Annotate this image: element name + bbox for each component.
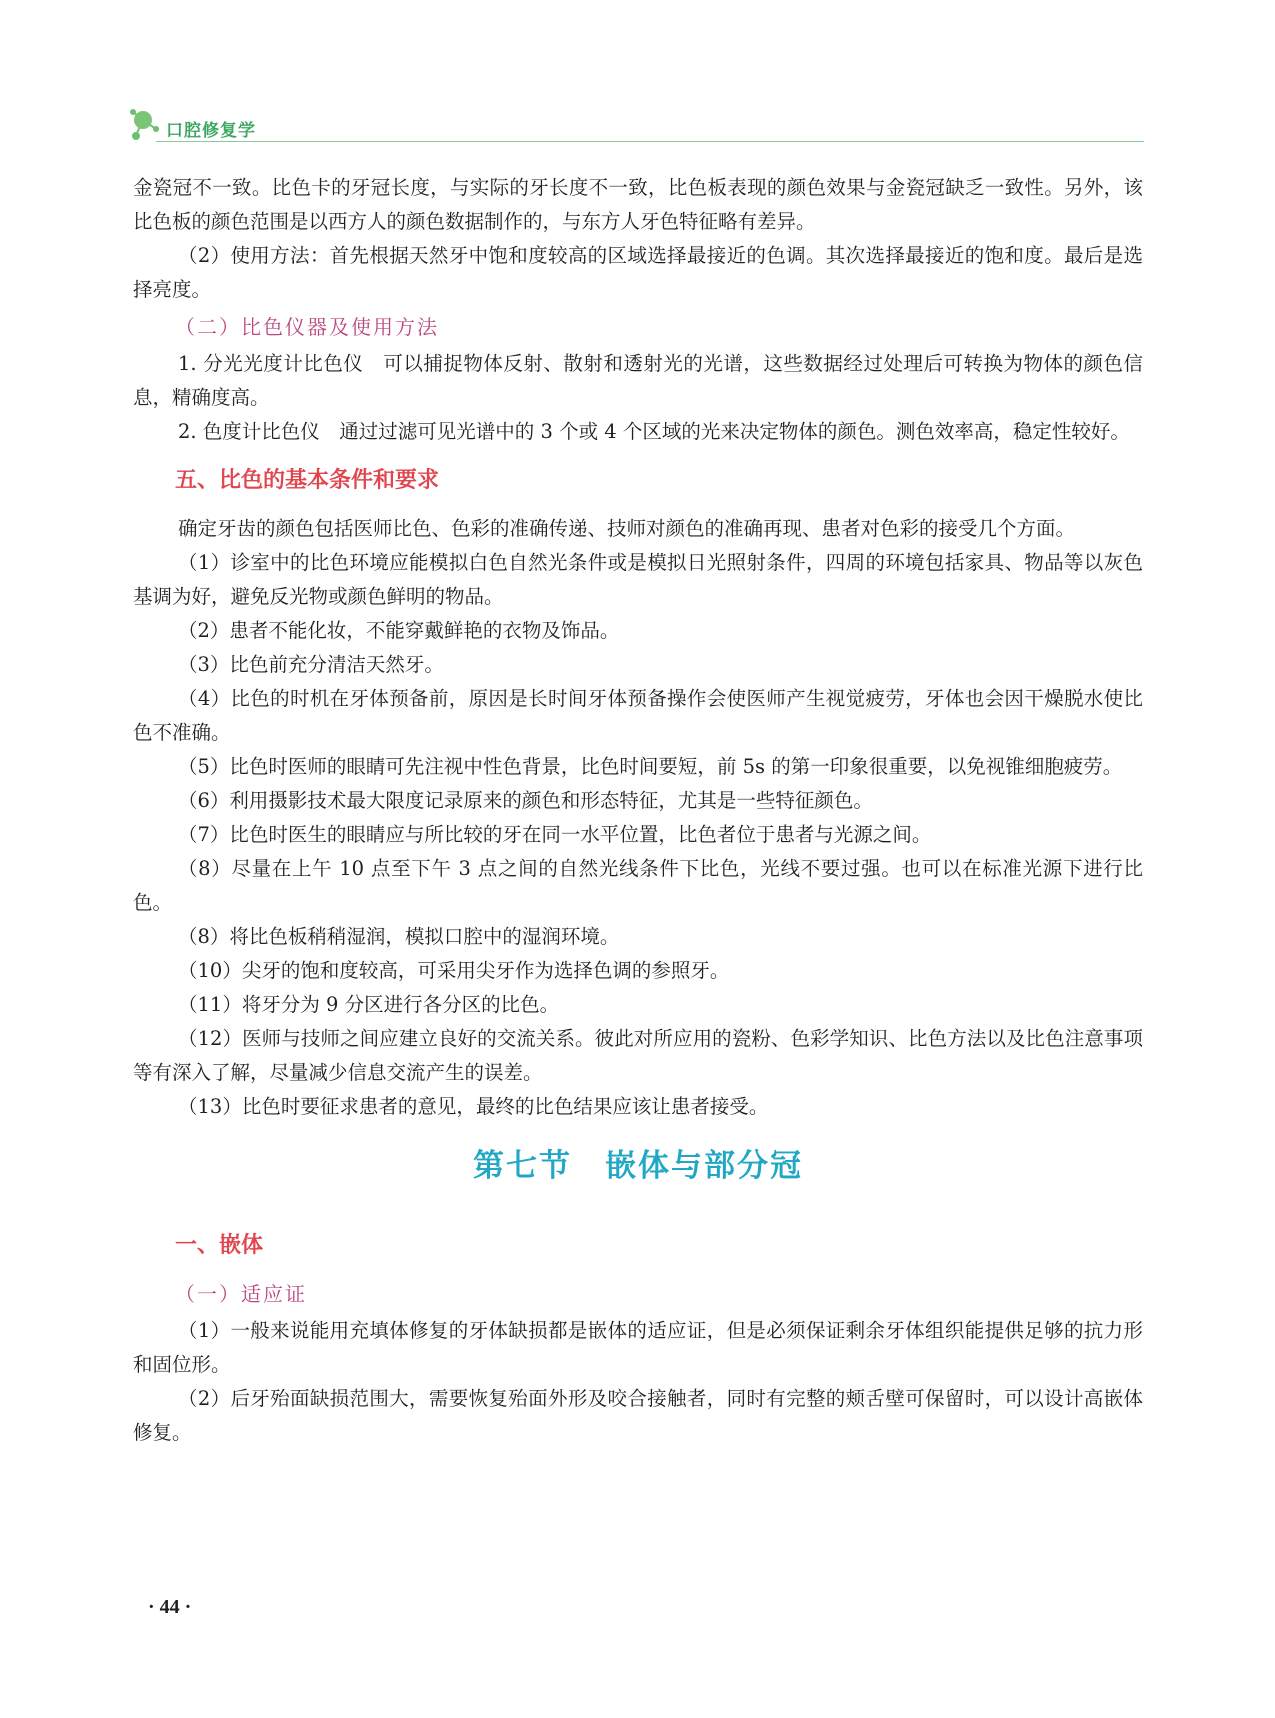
subsection-heading: （一）适应证 xyxy=(175,1282,307,1306)
list-item: （3）比色前充分清洁天然牙。 xyxy=(178,653,444,676)
paragraph: 金瓷冠不一致。比色卡的牙冠长度，与实际的牙长度不一致，比色板表现的颜色效果与金瓷冠缺乏一致性。另外，该比色板的颜色范围是以西方人的颜色数据制作的，与东方人牙色特征略有差异。 xyxy=(133,176,1143,233)
page-header xyxy=(128,108,1144,148)
list-item: （4）比色的时机在牙体预备前，原因是长时间牙体预备操作会使医师产生视觉疲劳，牙体也会因干燥脱水使比色不准确。 xyxy=(133,687,1143,744)
molecule-logo-icon xyxy=(128,108,164,148)
list-item: （7）比色时医生的眼睛应与所比较的牙在同一水平位置，比色者位于患者与光源之间。 xyxy=(178,823,932,846)
list-item: （8）将比色板稍稍湿润，模拟口腔中的湿润环境。 xyxy=(178,925,620,948)
chapter-heading: 第七节 嵌体与部分冠 xyxy=(473,1148,803,1184)
list-item: （8）尽量在上午 10 点至下午 3 点之间的自然光线条件下比色，光线不要过强。也可以在标准光源下进行比色。 xyxy=(133,857,1143,914)
list-item: （1）诊室中的比色环境应能模拟白色自然光条件或是模拟日光照射条件，四周的环境包括家具、物品等以灰色基调为好，避免反光物或颜色鲜明的物品。 xyxy=(133,551,1143,608)
subsection-heading: （二）比色仪器及使用方法 xyxy=(175,315,439,339)
list-item: （12）医师与技师之间应建立良好的交流关系。彼此对所应用的瓷粉、色彩学知识、比色方法以及比色注意事项等有深入了解，尽量减少信息交流产生的误差。 xyxy=(133,1027,1143,1084)
list-item: （1）一般来说能用充填体修复的牙体缺损都是嵌体的适应证，但是必须保证剩余牙体组织能提供足够的抗力形和固位形。 xyxy=(133,1319,1143,1376)
paragraph: 确定牙齿的颜色包括医师比色、色彩的准确传递、技师对颜色的准确再现、患者对色彩的接受几个方面。 xyxy=(178,517,1076,540)
list-item: （6）利用摄影技术最大限度记录原来的颜色和形态特征，尤其是一些特征颜色。 xyxy=(178,789,873,812)
list-item: （10）尖牙的饱和度较高，可采用尖牙作为选择色调的参照牙。 xyxy=(178,959,730,982)
page-body xyxy=(133,171,1143,1450)
list-item: （2）患者不能化妆，不能穿戴鲜艳的衣物及饰品。 xyxy=(178,619,620,642)
list-item: （11）将牙分为 9 分区进行各分区的比色。 xyxy=(178,993,560,1016)
paragraph: （2）使用方法：首先根据天然牙中饱和度较高的区域选择最接近的色调。其次选择最接近的饱和度。最后是选择亮度。 xyxy=(133,244,1143,301)
list-item: （5）比色时医师的眼睛可先注视中性色背景，比色时间要短，前 5s 的第一印象很重要，以免视锥细胞疲劳。 xyxy=(178,755,1123,778)
book-title: 口腔修复学 xyxy=(166,121,256,141)
section-heading: 一、嵌体 xyxy=(175,1233,264,1258)
list-item: （13）比色时要征求患者的意见，最终的比色结果应该让患者接受。 xyxy=(178,1095,769,1118)
section-heading: 五、比色的基本条件和要求 xyxy=(175,468,440,493)
paragraph: 2. 色度计比色仪 通过过滤可见光谱中的 3 个或 4 个区域的光来决定物体的颜色。测色效率高，稳定性较好。 xyxy=(178,420,1130,443)
page-number: · 44 · xyxy=(148,1596,192,1618)
paragraph: 1. 分光光度计比色仪 可以捕捉物体反射、散射和透射光的光谱，这些数据经过处理后可转换为物体的颜色信息，精确度高。 xyxy=(133,352,1143,409)
header-divider xyxy=(156,141,1144,142)
list-item: （2）后牙殆面缺损范围大，需要恢复殆面外形及咬合接触者，同时有完整的颊舌壁可保留时，可以设计高嵌体修复。 xyxy=(133,1387,1143,1444)
